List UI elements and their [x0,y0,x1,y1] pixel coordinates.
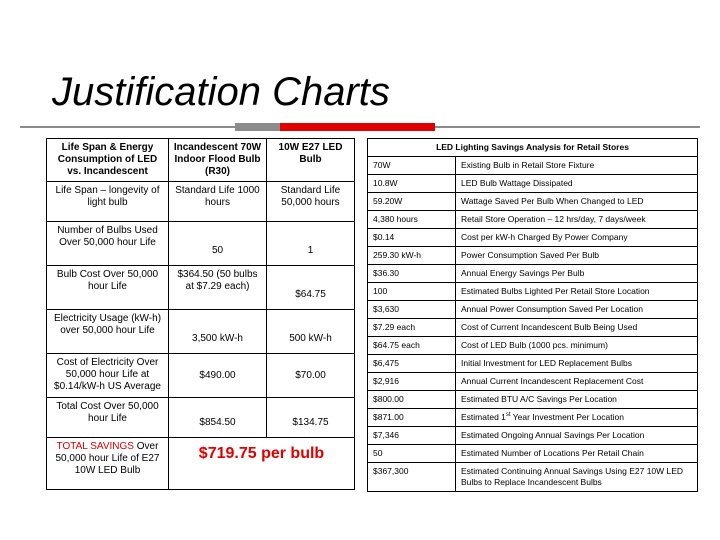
table-row [368,319,698,337]
row-description: Estimated Ongoing Annual Savings Per Location [456,427,698,445]
rule-accent-gray [235,123,280,131]
row-description: Existing Bulb in Retail Store Fixture [456,157,698,175]
row-description: Estimated Number of Locations Per Retail Chain [456,445,698,463]
slide-title: Justification Charts [52,70,390,114]
row-value: $6,475 [368,355,456,373]
table-row [368,463,698,492]
rule-accent-red [280,123,435,131]
row-value: $7.29 each [368,319,456,337]
row-description: Estimated Bulbs Lighted Per Retail Store Location [456,283,698,301]
table-row [368,157,698,175]
row-description: Cost of Current Incandescent Bulb Being Used [456,319,698,337]
table-row [368,193,698,211]
row-label: Life Span – longevity of light bulb [47,182,169,222]
row-value: 100 [368,283,456,301]
header-led: 10W E27 LED Bulb [267,139,355,182]
table-row [368,247,698,265]
cell-incandescent: Standard Life 1000 hours [169,182,267,222]
row-label: Number of Bulbs Used Over 50,000 hour Life [47,222,169,266]
row-value: 59.20W [368,193,456,211]
table-row [368,337,698,355]
row-value: $7,346 [368,427,456,445]
retail-savings-body [368,157,698,492]
row-label: Total Cost Over 50,000 hour Life [47,398,169,438]
table-row [368,391,698,409]
row-value: $0.14 [368,229,456,247]
table-row [368,229,698,247]
total-savings-highlight: TOTAL SAVINGS [56,441,134,452]
table-row [368,301,698,319]
cell-incandescent: $490.00 [169,354,267,398]
total-savings-cell [169,438,355,490]
row-value: $367,300 [368,463,456,492]
row-description: Initial Investment for LED Replacement Bulbs [456,355,698,373]
cell-incandescent: 50 [169,222,267,266]
lifespan-comparison-table [46,138,355,490]
total-savings-value: $719.75 per bulb [198,445,325,462]
row-description: Retail Store Operation – 12 hrs/day, 7 days/week [456,211,698,229]
cell-led: 500 kW-h [267,310,355,354]
cell-incandescent: $364.50 (50 bulbs at $7.29 each) [169,266,267,310]
row-description: LED Bulb Wattage Dissipated [456,175,698,193]
table-row [368,283,698,301]
row-description: Cost of LED Bulb (1000 pcs. minimum) [456,337,698,355]
cell-led: $134.75 [267,398,355,438]
table-row [368,409,698,427]
row-description: Estimated Continuing Annual Savings Using E27 10W LED Bulbs to Replace Incandescent Bulbs [456,463,698,492]
title-rule [20,123,700,131]
row-description: Annual Current Incandescent Replacement Cost [456,373,698,391]
first-year-text-rest: Year Investment Per Location [510,412,624,422]
header-incandescent: Incandescent 70W Indoor Flood Bulb (R30) [169,139,267,182]
retail-savings-table [367,138,698,492]
row-value: $64.75 each [368,337,456,355]
row-value: $871.00 [368,409,456,427]
table-row [368,445,698,463]
table-row [368,265,698,283]
table-row [368,211,698,229]
row-description: Wattage Saved Per Bulb When Changed to LED [456,193,698,211]
row-value: 10.8W [368,175,456,193]
row-value: 70W [368,157,456,175]
row-description [456,409,698,427]
cell-incandescent: $854.50 [169,398,267,438]
total-savings-label [47,438,169,490]
cell-incandescent: 3,500 kW-h [169,310,267,354]
row-label: Bulb Cost Over 50,000 hour Life [47,266,169,310]
table-row [368,175,698,193]
table-row [368,373,698,391]
row-label: Cost of Electricity Over 50,000 hour Life at $0.14/kW-h US Average [47,354,169,398]
cell-led: 1 [267,222,355,266]
row-description: Power Consumption Saved Per Bulb [456,247,698,265]
row-value: $36.30 [368,265,456,283]
cell-led: Standard Life 50,000 hours [267,182,355,222]
row-value: 50 [368,445,456,463]
total-savings-description: Over 50,000 hour Life of E27 10W LED Bulb [55,441,160,476]
row-value: $800.00 [368,391,456,409]
table-row [368,355,698,373]
row-label: Electricity Usage (kW-h) over 50,000 hour Life [47,310,169,354]
retail-savings-header: LED Lighting Savings Analysis for Retail Stores [368,139,698,157]
ordinal-suffix: st [505,412,511,419]
row-description: Annual Power Consumption Saved Per Location [456,301,698,319]
table-row [368,427,698,445]
row-value: 259.30 kW-h [368,247,456,265]
first-year-text: Estimated 1 [461,412,506,422]
row-value: $3,630 [368,301,456,319]
cell-led: $70.00 [267,354,355,398]
header-comparison: Life Span & Energy Consumption of LED vs. Incandescent [47,139,169,182]
row-value: $2,916 [368,373,456,391]
cell-led: $64.75 [267,266,355,310]
row-description: Estimated BTU A/C Savings Per Location [456,391,698,409]
row-description: Annual Energy Savings Per Bulb [456,265,698,283]
row-description: Cost per kW-h Charged By Power Company [456,229,698,247]
row-value: 4,380 hours [368,211,456,229]
